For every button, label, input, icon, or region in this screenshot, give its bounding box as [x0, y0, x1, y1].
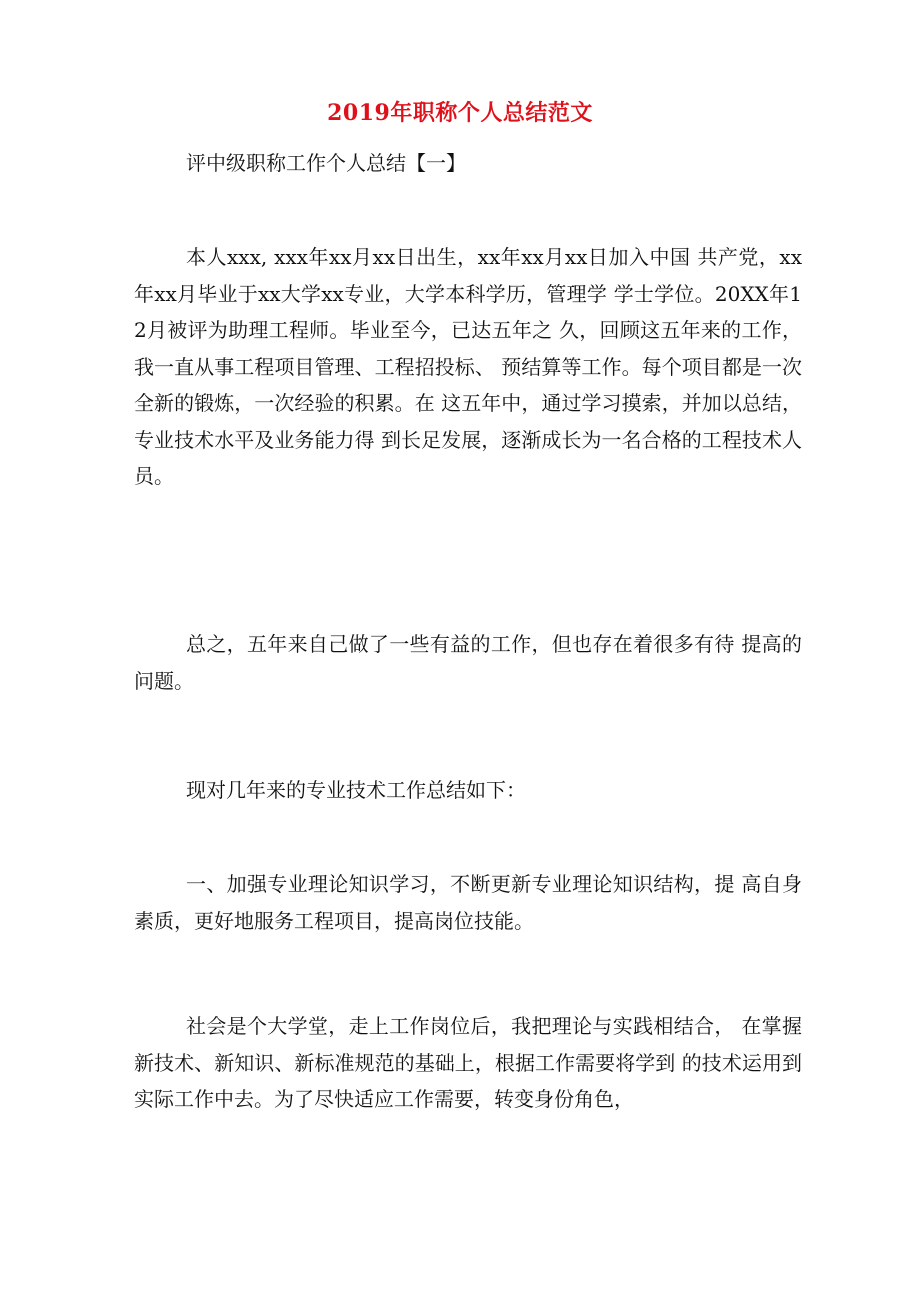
document-title: 2019年职称个人总结范文 — [327, 100, 593, 126]
paragraph-lead-in: 现对几年来的专业技术工作总结如下： — [186, 778, 526, 802]
paragraph-section-one-heading: 一、加强专业理论知识学习，不断更新专业理论知识结构，提 高自身素质，更好地服务工程项目，提高岗位技能。 — [134, 872, 802, 933]
paragraph-intro: 本人xxx, xxx年xx月xx日出生，xx年xx月xx日加入中国 共产党，xx年xx月毕业于xx大学xx专业，大学本科学历，管理学 学士学位。20XX年12月被评为助理工程师。毕业至今，已达五年之 久，回顾这五年来的工作，我一直从事工程项目管理、工程招投标、 预结算等工作。每个项目都是一次全新的锻炼，一次经验的积累。在 这五年中，通过学习摸索，并加以总结，专业技术水平及业务能力得 到长足发展，逐渐成长为一名合格的工程技术人员。 — [134, 245, 802, 488]
document-subtitle: 评中级职称工作个人总结【一】 — [186, 151, 466, 175]
paragraph-summary: 总之，五年来自己做了一些有益的工作，但也存在着很多有待 提高的问题。 — [134, 632, 802, 693]
paragraph-section-one-body: 社会是个大学堂，走上工作岗位后，我把理论与实践相结合， 在掌握新技术、新知识、新标准规范的基础上，根据工作需要将学到 的技术运用到实际工作中去。为了尽快适应工作需要，转变身份角色， — [134, 1014, 802, 1111]
